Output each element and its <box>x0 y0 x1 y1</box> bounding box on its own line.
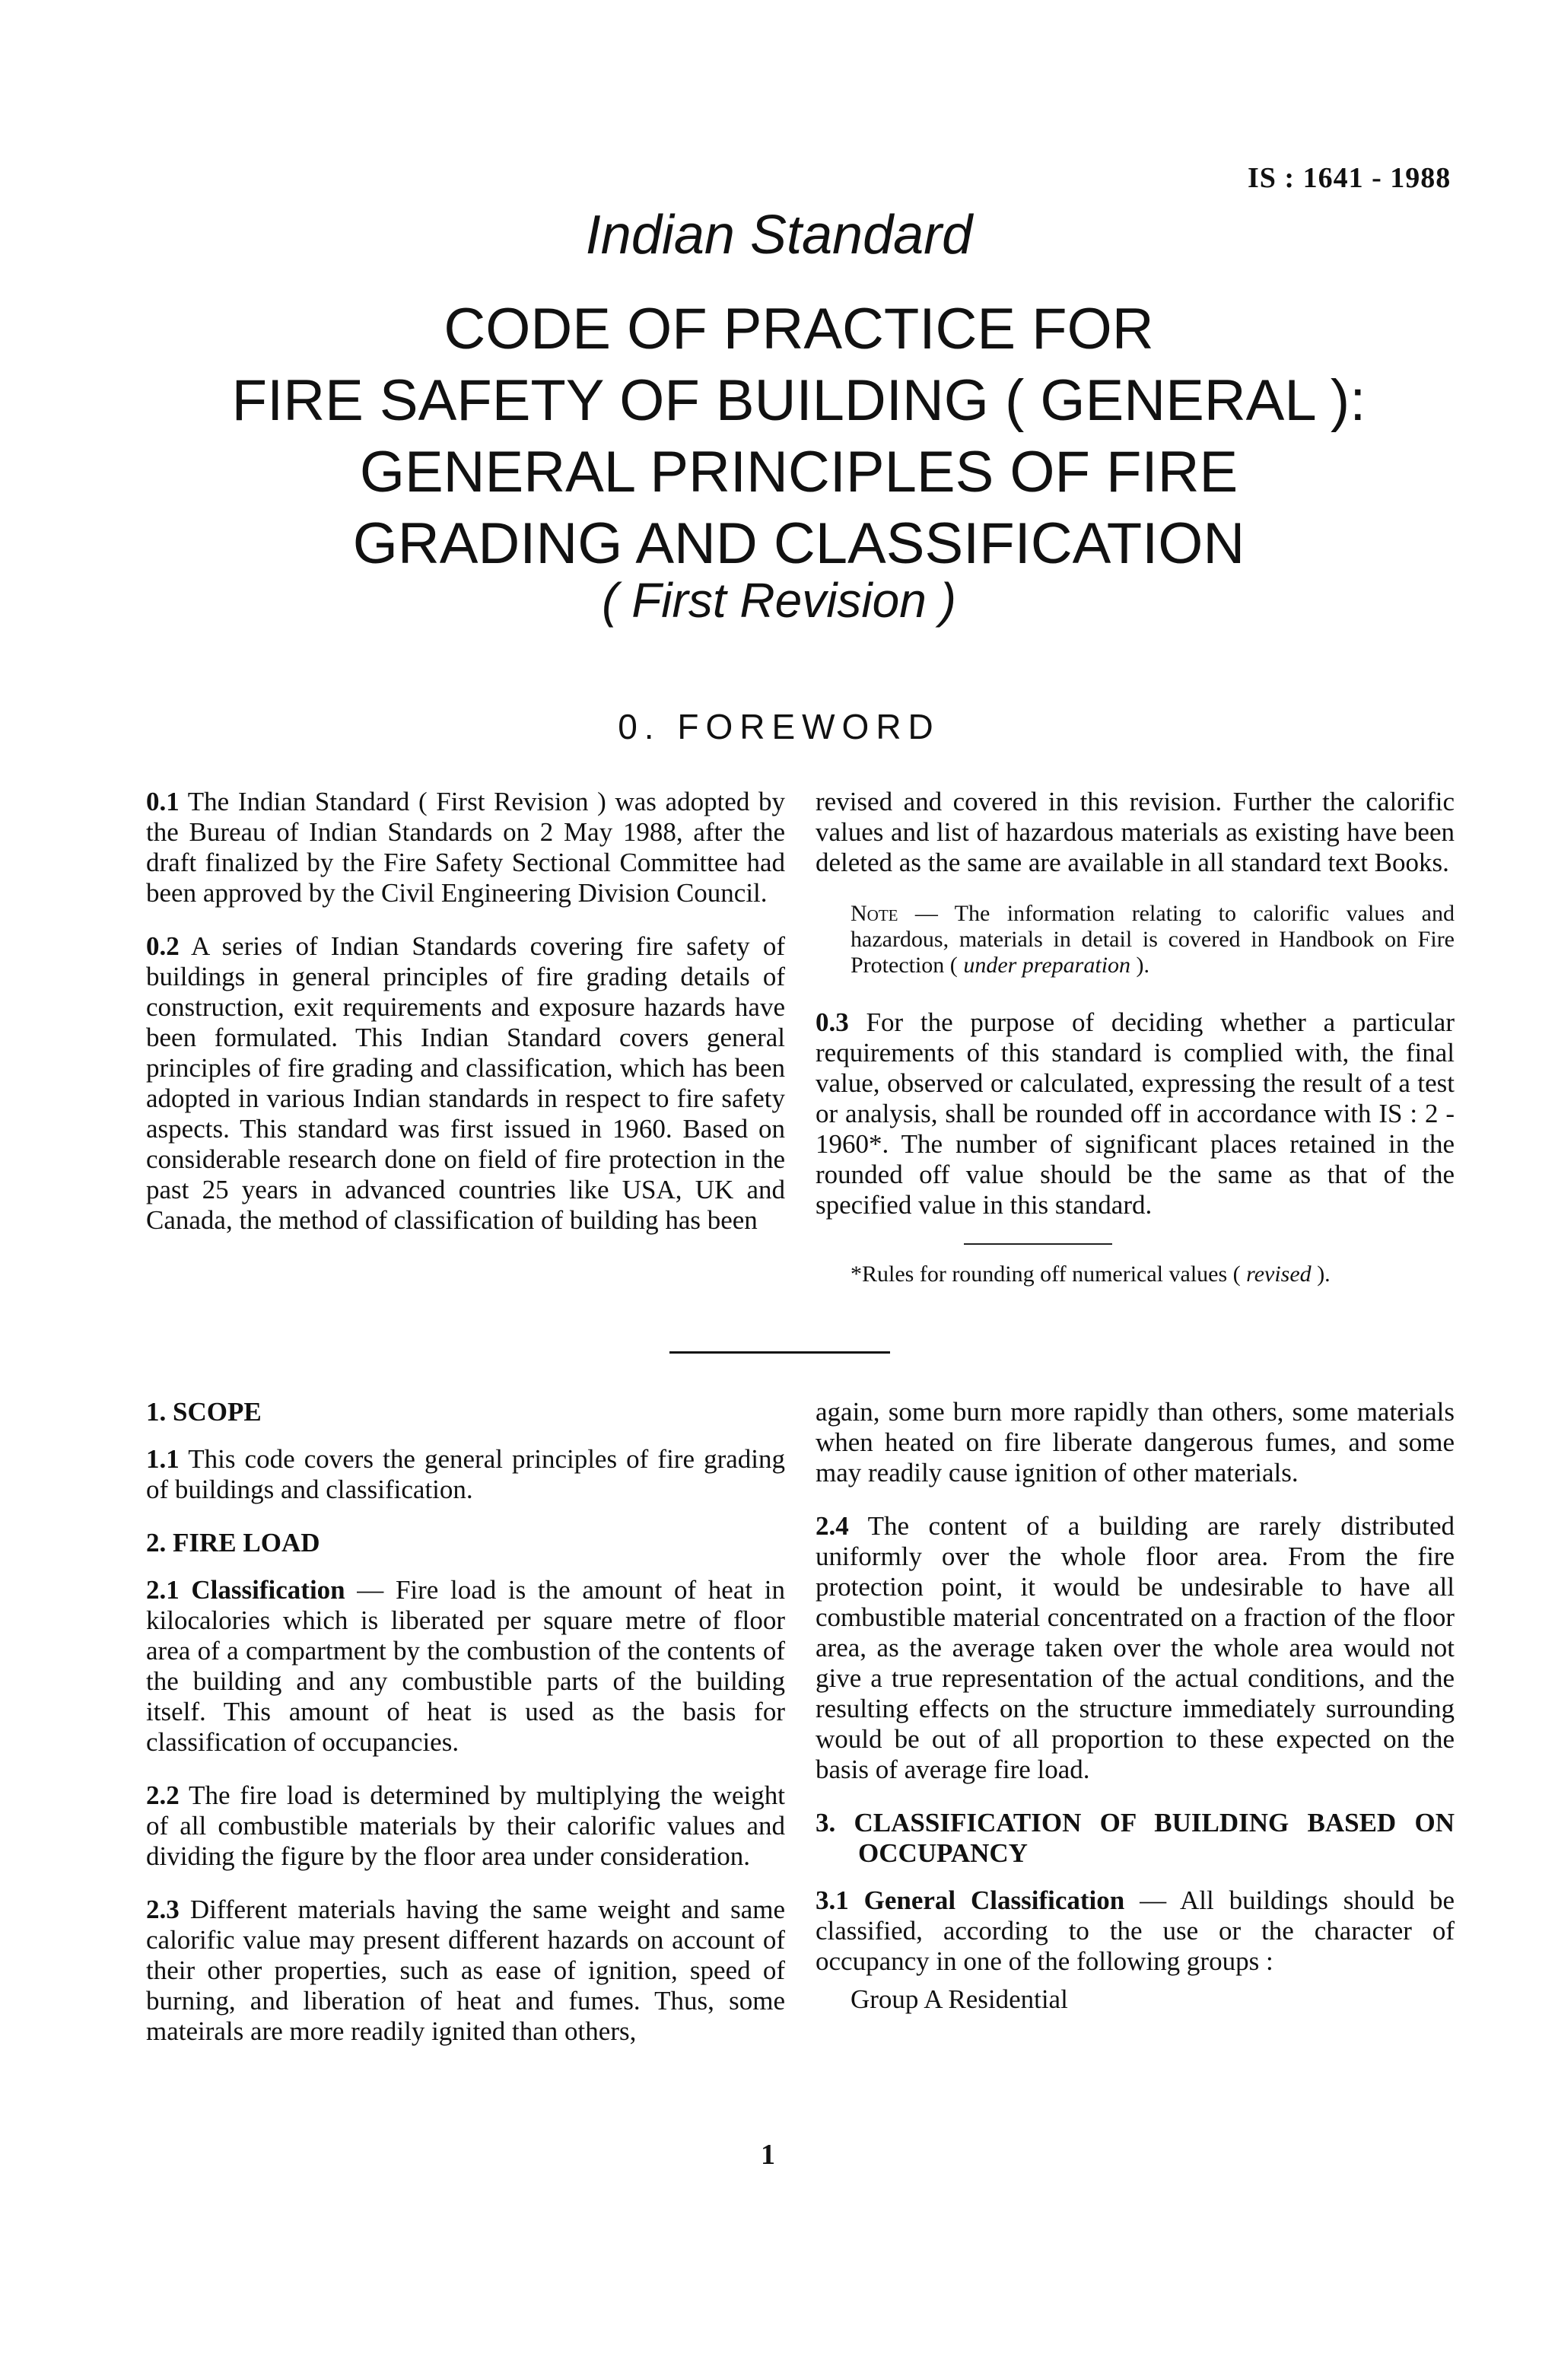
revision-label: ( First Revision ) <box>602 573 956 628</box>
document-title <box>76 294 1521 580</box>
document-number: IS : 1641 - 1988 <box>1248 162 1451 194</box>
paragraph-0-2: 0.2 A series of Indian Standards covering fire safety of buildings in general principles of fire grading details of construction, exit requirements and exposure hazards have been formulated. This Indian Standard covers general principles of fire grading and classification, which has been adopted in various Indian standards in respect to fire safety aspects. This standard was first issued in 1960. Based on considerable research done on field of fire protection in the past 25 years in advanced countries like USA, UK and Canada, the method of classification of building has been <box>146 931 785 1235</box>
paragraph-2-2: 2.2 The fire load is determined by multiplying the weight of all combustible materials by their calorific values and dividing the figure by the floor area under consideration. <box>146 1780 785 1871</box>
footnote-rule <box>964 1243 1112 1245</box>
paragraph-0-3: 0.3 For the purpose of deciding whether a particular requirements of this standard is complied with, the final value, observed or calculated, expressing the result of a test or analysis, shall be rounded off in accordance with IS : 2 - 1960*. The number of significant places retained in the rounded off value should be the same as that of the specified value in this standard. <box>816 1007 1455 1220</box>
title-line-3: GENERAL PRINCIPLES OF FIRE <box>359 440 1238 504</box>
section-1-heading: 1. SCOPE <box>146 1397 262 1427</box>
paragraph-1-1: 1.1 This code covers the general principles of fire grading of buildings and classification. <box>146 1444 785 1504</box>
body-left-column <box>146 1397 785 2070</box>
paragraph-0-1: 0.1 The Indian Standard ( First Revision ) was adopted by the Bureau of Indian Standards on 2 May 1988, after the draft finalized by the Fire Safety Sectional Committee had been approved by the Civil Engineering Division Council. <box>146 787 785 908</box>
title-line-2: FIRE SAFETY OF BUILDING ( GENERAL ): <box>231 368 1366 433</box>
title-line-4: GRADING AND CLASSIFICATION <box>352 511 1245 576</box>
paragraph-2-3: 2.3 Different materials having the same weight and same calorific value may present different hazards on account of their other properties, such as ease of ignition, speed of burning, and liberation of heat and fumes. Thus, some mateirals are more readily ignited than others, <box>146 1895 785 2046</box>
group-a-item: Group A Residential <box>851 1984 1068 2014</box>
paragraph-2-1: 2.1 Classification — Fire load is the amount of heat in kilocalories which is liberated per square metre of floor area of a compartment by the combustion of the contents of the building and any combustible parts of the building itself. This amount of heat is used as the basis for classification of occupancies. <box>146 1575 785 1757</box>
note: Note — The information relating to calorific values and hazardous, materials in detail is covered in Handbook on Fire Protection ( under preparation ). <box>851 901 1455 978</box>
foreword-heading: 0. FOREWORD <box>618 707 940 746</box>
paragraph-2-3-continued: again, some burn more rapidly than others, some materials when heated on fire liberate dangerous fumes, and some may readily cause ignition of other materials. <box>816 1397 1455 1488</box>
title-line-1: CODE OF PRACTICE FOR <box>444 297 1154 361</box>
section-divider <box>669 1351 890 1354</box>
foreword-left-column <box>146 787 785 1258</box>
body-right-column <box>816 1397 1455 2015</box>
footnote: *Rules for rounding off numerical values ( revised ). <box>851 1262 1331 1287</box>
foreword-right-column <box>816 787 1455 1287</box>
page-number: 1 <box>761 2139 775 2171</box>
standard-label: Indian Standard <box>585 205 973 266</box>
section-3-heading: 3. CLASSIFICATION OF BUILDING BASED ON OCCUPANCY <box>816 1808 1455 1868</box>
section-2-heading: 2. FIRE LOAD <box>146 1528 320 1558</box>
paragraph-3-1: 3.1 General Classification — All buildings should be classified, according to the use or the character of occupancy in one of the following groups : <box>816 1885 1455 1976</box>
paragraph-0-2-continued: revised and covered in this revision. Further the calorific values and list of hazardous materials as existing have been deleted as the same are available in all standard text Books. <box>816 787 1455 877</box>
paragraph-2-4: 2.4 The content of a building are rarely distributed uniformly over the whole floor area. From the fire protection point, it would be undesirable to have all combustible material concentrated on a fraction of the floor area, as the average taken over the whole area would not give a true representation of the actual conditions, and the resulting effects on the structure immediately surrounding would be out of all proportion to these expected on the basis of average fire load. <box>816 1511 1455 1784</box>
